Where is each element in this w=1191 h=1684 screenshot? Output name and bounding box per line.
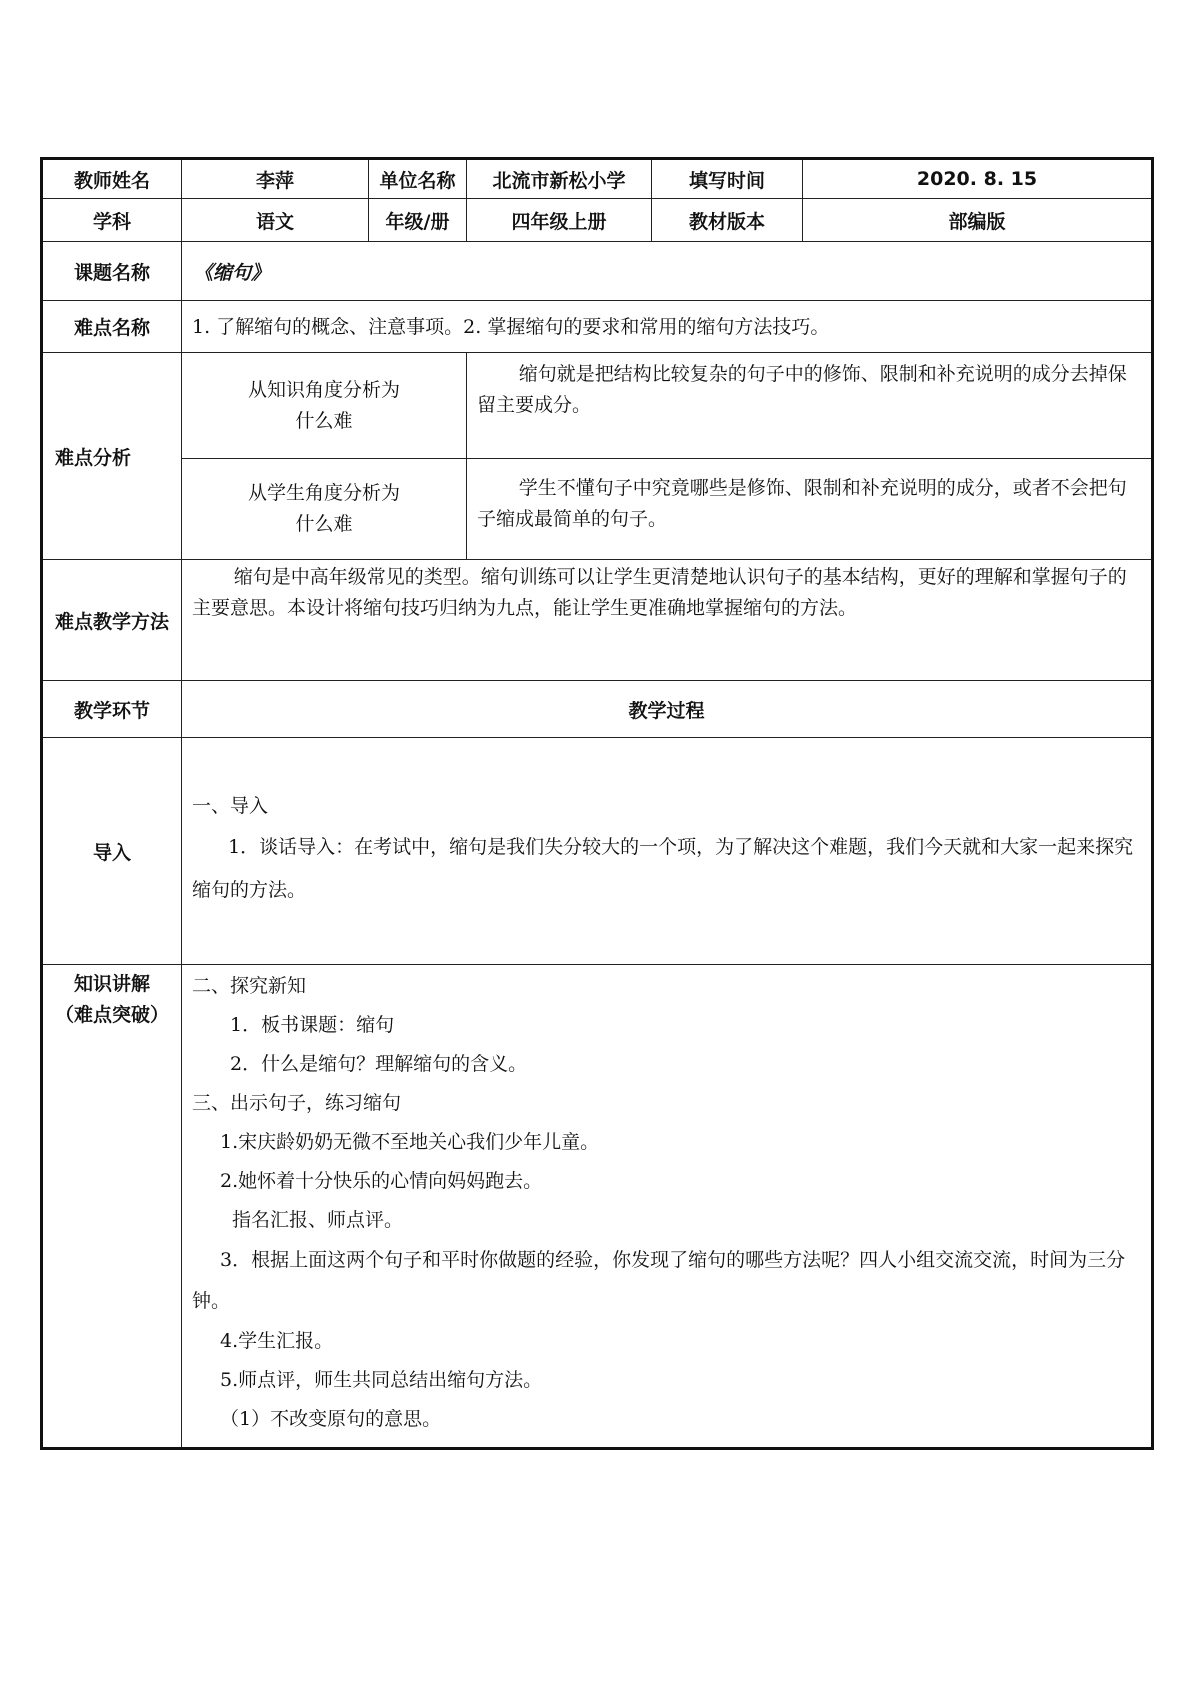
knowledge-angle-line-2: 什么难 xyxy=(295,409,353,432)
intro-paragraph: 1．谈话导入：在考试中，缩句是我们失分较大的一个项，为了解决这个难题，我们今天就和大家一起来探究缩句的方法。 xyxy=(192,836,1134,901)
knowledge-line: 三、出示句子，练习缩句 xyxy=(192,1092,402,1114)
grade-label: 年级/册 xyxy=(369,199,467,242)
student-angle-line-1: 从学生角度分析为 xyxy=(247,482,400,504)
edition-label: 教材版本 xyxy=(652,199,803,242)
difficulty-label: 难点名称 xyxy=(42,301,182,353)
knowledge-line: 5.师点评，师生共同总结出缩句方法。 xyxy=(220,1369,543,1391)
date-label: 填写时间 xyxy=(652,159,803,199)
topic-row xyxy=(42,242,1153,301)
edition-value: 部编版 xyxy=(803,199,1153,242)
lesson-plan-table xyxy=(40,157,1154,1450)
section-label: 教学环节 xyxy=(42,681,182,738)
method-label: 难点教学方法 xyxy=(42,560,182,681)
topic-value: 《缩句》 xyxy=(182,242,1153,301)
knowledge-angle-line-1: 从知识角度分析为 xyxy=(247,378,400,401)
teacher-value: 李萍 xyxy=(182,159,369,199)
knowledge-angle-text: 缩句就是把结构比较复杂的句子中的修饰、限制和补充说明的成分去掉保留主要成分。 xyxy=(467,353,1153,459)
knowledge-line: 二、探究新知 xyxy=(192,975,307,997)
knowledge-line: 4.学生汇报。 xyxy=(220,1330,334,1352)
intro-heading: 一、导入 xyxy=(192,795,269,817)
analysis-label: 难点分析 xyxy=(42,353,182,560)
unit-label: 单位名称 xyxy=(369,159,467,199)
difficulty-value: 1. 了解缩句的概念、注意事项。2. 掌握缩句的要求和常用的缩句方法技巧。 xyxy=(182,301,1153,353)
intro-row xyxy=(42,738,1153,965)
knowledge-line: 1．板书课题：缩句 xyxy=(230,1014,395,1036)
knowledge-line: 2.她怀着十分快乐的心情向妈妈跑去。 xyxy=(220,1170,543,1192)
knowledge-line: 1.宋庆龄奶奶无微不至地关心我们少年儿童。 xyxy=(220,1131,600,1153)
knowledge-label-line-1: 知识讲解 xyxy=(73,973,150,995)
student-angle-line-2: 什么难 xyxy=(295,513,353,535)
grade-value: 四年级上册 xyxy=(467,199,652,242)
subject-value: 语文 xyxy=(182,199,369,242)
knowledge-angle-label xyxy=(182,353,467,459)
intro-content xyxy=(182,738,1153,965)
unit-value: 北流市新松小学 xyxy=(467,159,652,199)
intro-label: 导入 xyxy=(42,738,182,965)
teacher-label: 教师姓名 xyxy=(42,159,182,199)
process-header-row xyxy=(42,681,1153,738)
analysis-student-row xyxy=(42,459,1153,560)
date-value: 2020. 8. 15 xyxy=(803,159,1153,199)
knowledge-content xyxy=(182,965,1153,1449)
student-angle-text: 学生不懂句子中究竟哪些是修饰、限制和补充说明的成分，或者不会把句子缩成最简单的句子。 xyxy=(467,459,1153,560)
knowledge-label-line-2: （难点突破） xyxy=(54,1004,169,1026)
knowledge-line: 3．根据上面这两个句子和平时你做题的经验，你发现了缩句的哪些方法呢？四人小组交流交流，时间为三分钟。 xyxy=(192,1249,1126,1312)
knowledge-label xyxy=(42,965,182,1449)
header-row-2 xyxy=(42,199,1153,242)
difficulty-row xyxy=(42,301,1153,353)
method-row xyxy=(42,560,1153,681)
header-row-1 xyxy=(42,159,1153,199)
knowledge-line: 2．什么是缩句？理解缩句的含义。 xyxy=(230,1053,528,1075)
student-angle-label xyxy=(182,459,467,560)
knowledge-line: 指名汇报、师点评。 xyxy=(232,1209,404,1231)
subject-label: 学科 xyxy=(42,199,182,242)
knowledge-line: （1）不改变原句的意思。 xyxy=(220,1408,442,1430)
method-text: 缩句是中高年级常见的类型。缩句训练可以让学生更清楚地认识句子的基本结构，更好的理解和掌握句子的主要意思。本设计将缩句技巧归纳为九点，能让学生更准确地掌握缩句的方法。 xyxy=(182,560,1153,681)
topic-label: 课题名称 xyxy=(42,242,182,301)
analysis-knowledge-row xyxy=(42,353,1153,459)
knowledge-row xyxy=(42,965,1153,1449)
process-label: 教学过程 xyxy=(182,681,1153,738)
